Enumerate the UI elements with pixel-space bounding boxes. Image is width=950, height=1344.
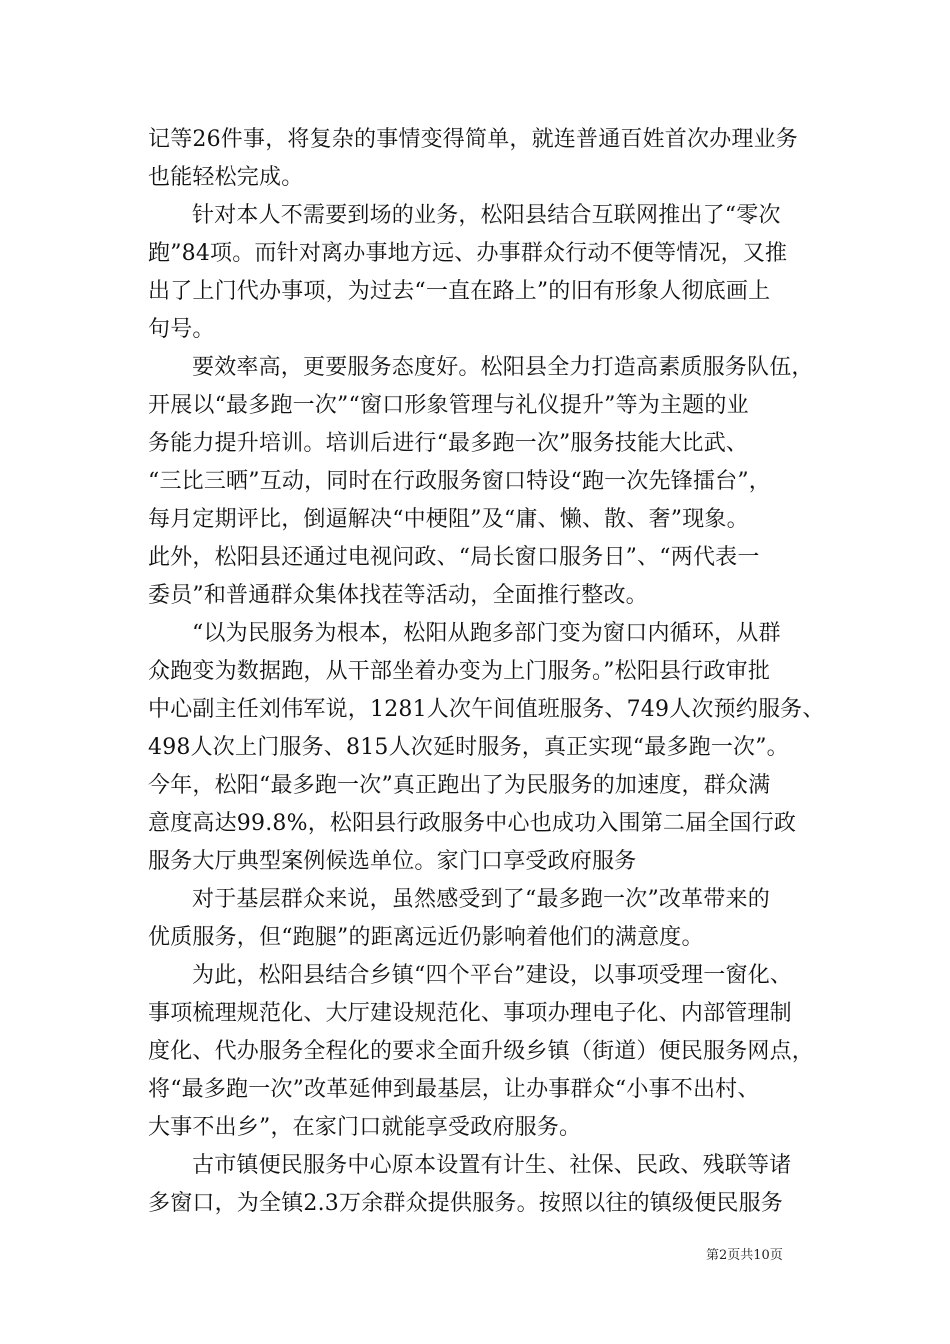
text-line: “三比三晒”互动，同时在行政服务窗口特设“跑一次先锋擂台”， — [148, 469, 771, 494]
text-line: “以为民服务为根本，松阳从跑多部门变为窗口内循环，从群 — [192, 621, 781, 646]
text-line: 也能轻松完成。 — [148, 165, 304, 190]
text-line: 此外，松阳县还通过电视问政、“局长窗口服务日”、“两代表一 — [148, 545, 760, 570]
text-line: 事项梳理规范化、大厅建设规范化、事项办理电子化、内部管理制 — [148, 1001, 792, 1026]
text-line: 为此，松阳县结合乡镇“四个平台”建设，以事项受理一窗化、 — [192, 963, 793, 988]
text-line: 出了上门代办事项，为过去“一直在路上”的旧有形象人彻底画上 — [148, 279, 771, 304]
text-line: 开展以“最多跑一次”“窗口形象管理与礼仪提升”等为主题的业 — [148, 393, 749, 418]
text-line: 中心副主任刘伟军说，1281人次午间值班服务、749人次预约服务、 — [148, 697, 825, 722]
text-line: 众跑变为数据跑，从干部坐着办变为上门服务。”松阳县行政审批 — [148, 659, 771, 684]
text-line: 今年，松阳“最多跑一次”真正跑出了为民服务的加速度，群众满 — [148, 773, 771, 798]
text-line: 意度高达99.8%，松阳县行政服务中心也成功入围第二届全国行政 — [148, 811, 797, 836]
text-line: 要效率高，更要服务态度好。松阳县全力打造高素质服务队伍， — [192, 355, 814, 380]
text-line: 务能力提升培训。培训后进行“最多跑一次”服务技能大比武、 — [148, 431, 749, 456]
text-line: 每月定期评比，倒逼解决“中梗阻”及“庸、懒、散、奢”现象。 — [148, 507, 749, 532]
text-line: 度化、代办服务全程化的要求全面升级乡镇（街道）便民服务网点， — [148, 1039, 815, 1064]
text-line: 优质服务，但“跑腿”的距离远近仍影响着他们的满意度。 — [148, 925, 704, 950]
text-line: 对于基层群众来说，虽然感受到了“最多跑一次”改革带来的 — [192, 887, 770, 912]
text-line: 将“最多跑一次”改革延伸到最基层，让办事群众“小事不出村、 — [148, 1077, 760, 1102]
text-line: 针对本人不需要到场的业务，松阳县结合互联网推出了“零次 — [192, 203, 781, 228]
text-line: 记等26件事，将复杂的事情变得简单，就连普通百姓首次办理业务 — [148, 127, 798, 152]
text-line: 古市镇便民服务中心原本设置有计生、社保、民政、残联等诸 — [192, 1153, 792, 1178]
text-line: 大事不出乡”，在家门口就能享受政府服务。 — [148, 1115, 582, 1140]
text-line: 句号。 — [148, 317, 215, 342]
text-line: 委员”和普通群众集体找茬等活动，全面推行整改。 — [148, 583, 648, 608]
text-line: 多窗口，为全镇2.3万余群众提供服务。按照以往的镇级便民服务 — [148, 1191, 783, 1216]
page-number-footer: 第2页共10页 — [706, 1248, 783, 1263]
text-line: 服务大厅典型案例候选单位。家门口享受政府服务 — [148, 849, 637, 874]
text-line: 498人次上门服务、815人次延时服务，真正实现“最多跑一次”。 — [148, 735, 789, 760]
text-line: 跑”84项。而针对离办事地方远、办事群众行动不便等情况，又推 — [148, 241, 788, 266]
